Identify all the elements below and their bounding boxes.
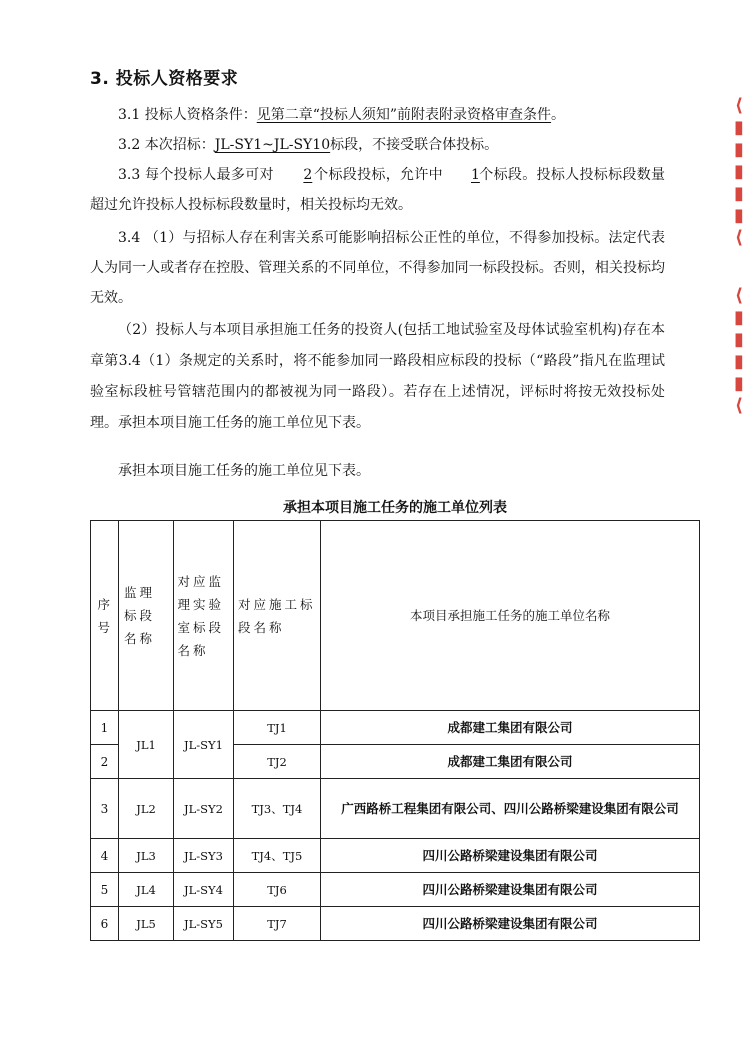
row-supervision: JL2 xyxy=(119,779,174,839)
row-lab: JL-SY3 xyxy=(174,839,234,873)
row-construction: TJ1 xyxy=(234,711,321,745)
clause-3-1 xyxy=(90,100,665,130)
clause-3-1-tail: 。 xyxy=(551,107,566,123)
header-lab: 对应监理实验室标段名称 xyxy=(174,521,234,711)
row-lab: JL-SY1 xyxy=(174,711,234,779)
row-no: 2 xyxy=(91,745,119,779)
header-no: 序号 xyxy=(91,521,119,711)
clause-3-2 xyxy=(90,130,665,160)
row-no: 1 xyxy=(91,711,119,745)
row-supervision: JL1 xyxy=(119,711,174,779)
row-unit: 四川公路桥梁建设集团有限公司 xyxy=(321,873,700,907)
row-unit: 四川公路桥梁建设集团有限公司 xyxy=(321,907,700,941)
clause-3-2-tail: 标段，不接受联合体投标。 xyxy=(330,137,499,153)
seal-fragment-top: ⟨ ▮ ▮ ▮ ▮ ▮ ⟨ xyxy=(734,95,744,248)
clause-3-3-lead: 3.3 每个投标人最多可对 xyxy=(118,167,274,183)
row-no: 4 xyxy=(91,839,119,873)
clause-3-1-condition: 见第二章“投标人须知”前附表附录资格审查条件 xyxy=(256,107,552,123)
row-construction: TJ2 xyxy=(234,745,321,779)
row-no: 6 xyxy=(91,907,119,941)
table-row xyxy=(91,839,700,873)
header-unit: 本项目承担施工任务的施工单位名称 xyxy=(321,521,700,711)
row-no: 5 xyxy=(91,873,119,907)
table-row xyxy=(91,779,700,839)
header-supervision: 监理标段名称 xyxy=(119,521,174,711)
row-lab: JL-SY5 xyxy=(174,907,234,941)
table-intro-note: 承担本项目施工任务的施工单位见下表。 xyxy=(118,463,370,479)
header-construction: 对应施工标段名称 xyxy=(234,521,321,711)
row-construction: TJ4、TJ5 xyxy=(234,839,321,873)
row-supervision: JL5 xyxy=(119,907,174,941)
clause-3-2-lead: 3.2 本次招标： xyxy=(118,137,215,153)
row-unit: 广西路桥工程集团有限公司、四川公路桥梁建设集团有限公司 xyxy=(321,779,700,839)
clause-3-2-sections: JL-SY1~JL-SY10 xyxy=(214,137,331,153)
clause-3-4-1: 3.4 （1）与招标人存在利害关系可能影响招标公正性的单位，不得参加投标。法定代表人为同一人或者存在控股、管理关系的不同单位，不得参加同一标段投标。否则，相关投标均无效。 xyxy=(90,230,665,306)
table-row xyxy=(91,873,700,907)
row-no: 3 xyxy=(91,779,119,839)
section-heading: 3. 投标人资格要求 xyxy=(90,69,239,89)
row-unit: 四川公路桥梁建设集团有限公司 xyxy=(321,839,700,873)
table-title: 承担本项目施工任务的施工单位列表 xyxy=(283,500,507,516)
max-wins-value: 1 xyxy=(470,167,480,183)
row-supervision: JL3 xyxy=(119,839,174,873)
row-construction: TJ6 xyxy=(234,873,321,907)
table-header-row xyxy=(91,521,700,711)
clause-3-4-2: （2）投标人与本项目承担施工任务的投资人(包括工地试验室及母体试验室机构)存在本章第3.4（1）条规定的关系时，将不能参加同一路段相应标段的投标（“路段”指凡在监理试验室标段桩号管辖范围内的都被视为同一路段）。若存在上述情况，评标时将按无效投标处理。承担本项目施工任务的施工单位见下表。 xyxy=(90,322,665,431)
row-construction: TJ7 xyxy=(234,907,321,941)
table-row xyxy=(91,907,700,941)
row-construction: TJ3、TJ4 xyxy=(234,779,321,839)
clause-3-3-tail: 个标段。投标人投标标段数量超过允许投标人投标标段数量时，相关投标均无效。 xyxy=(90,167,666,213)
seal-fragment-bottom: ⟨ ▮ ▮ ▮ ▮ ⟨ xyxy=(734,285,744,416)
construction-units-table xyxy=(90,520,700,941)
clause-3-1-lead: 3.1 投标人资格条件： xyxy=(118,107,257,123)
row-supervision: JL4 xyxy=(119,873,174,907)
row-unit: 成都建工集团有限公司 xyxy=(321,711,700,745)
clause-3-3-mid: 个标段投标，允许中 xyxy=(313,167,443,183)
max-bids-value: 2 xyxy=(303,167,313,183)
clause-3-3 xyxy=(90,160,665,220)
table-row xyxy=(91,711,700,745)
row-lab: JL-SY4 xyxy=(174,873,234,907)
row-lab: JL-SY2 xyxy=(174,779,234,839)
row-unit: 成都建工集团有限公司 xyxy=(321,745,700,779)
